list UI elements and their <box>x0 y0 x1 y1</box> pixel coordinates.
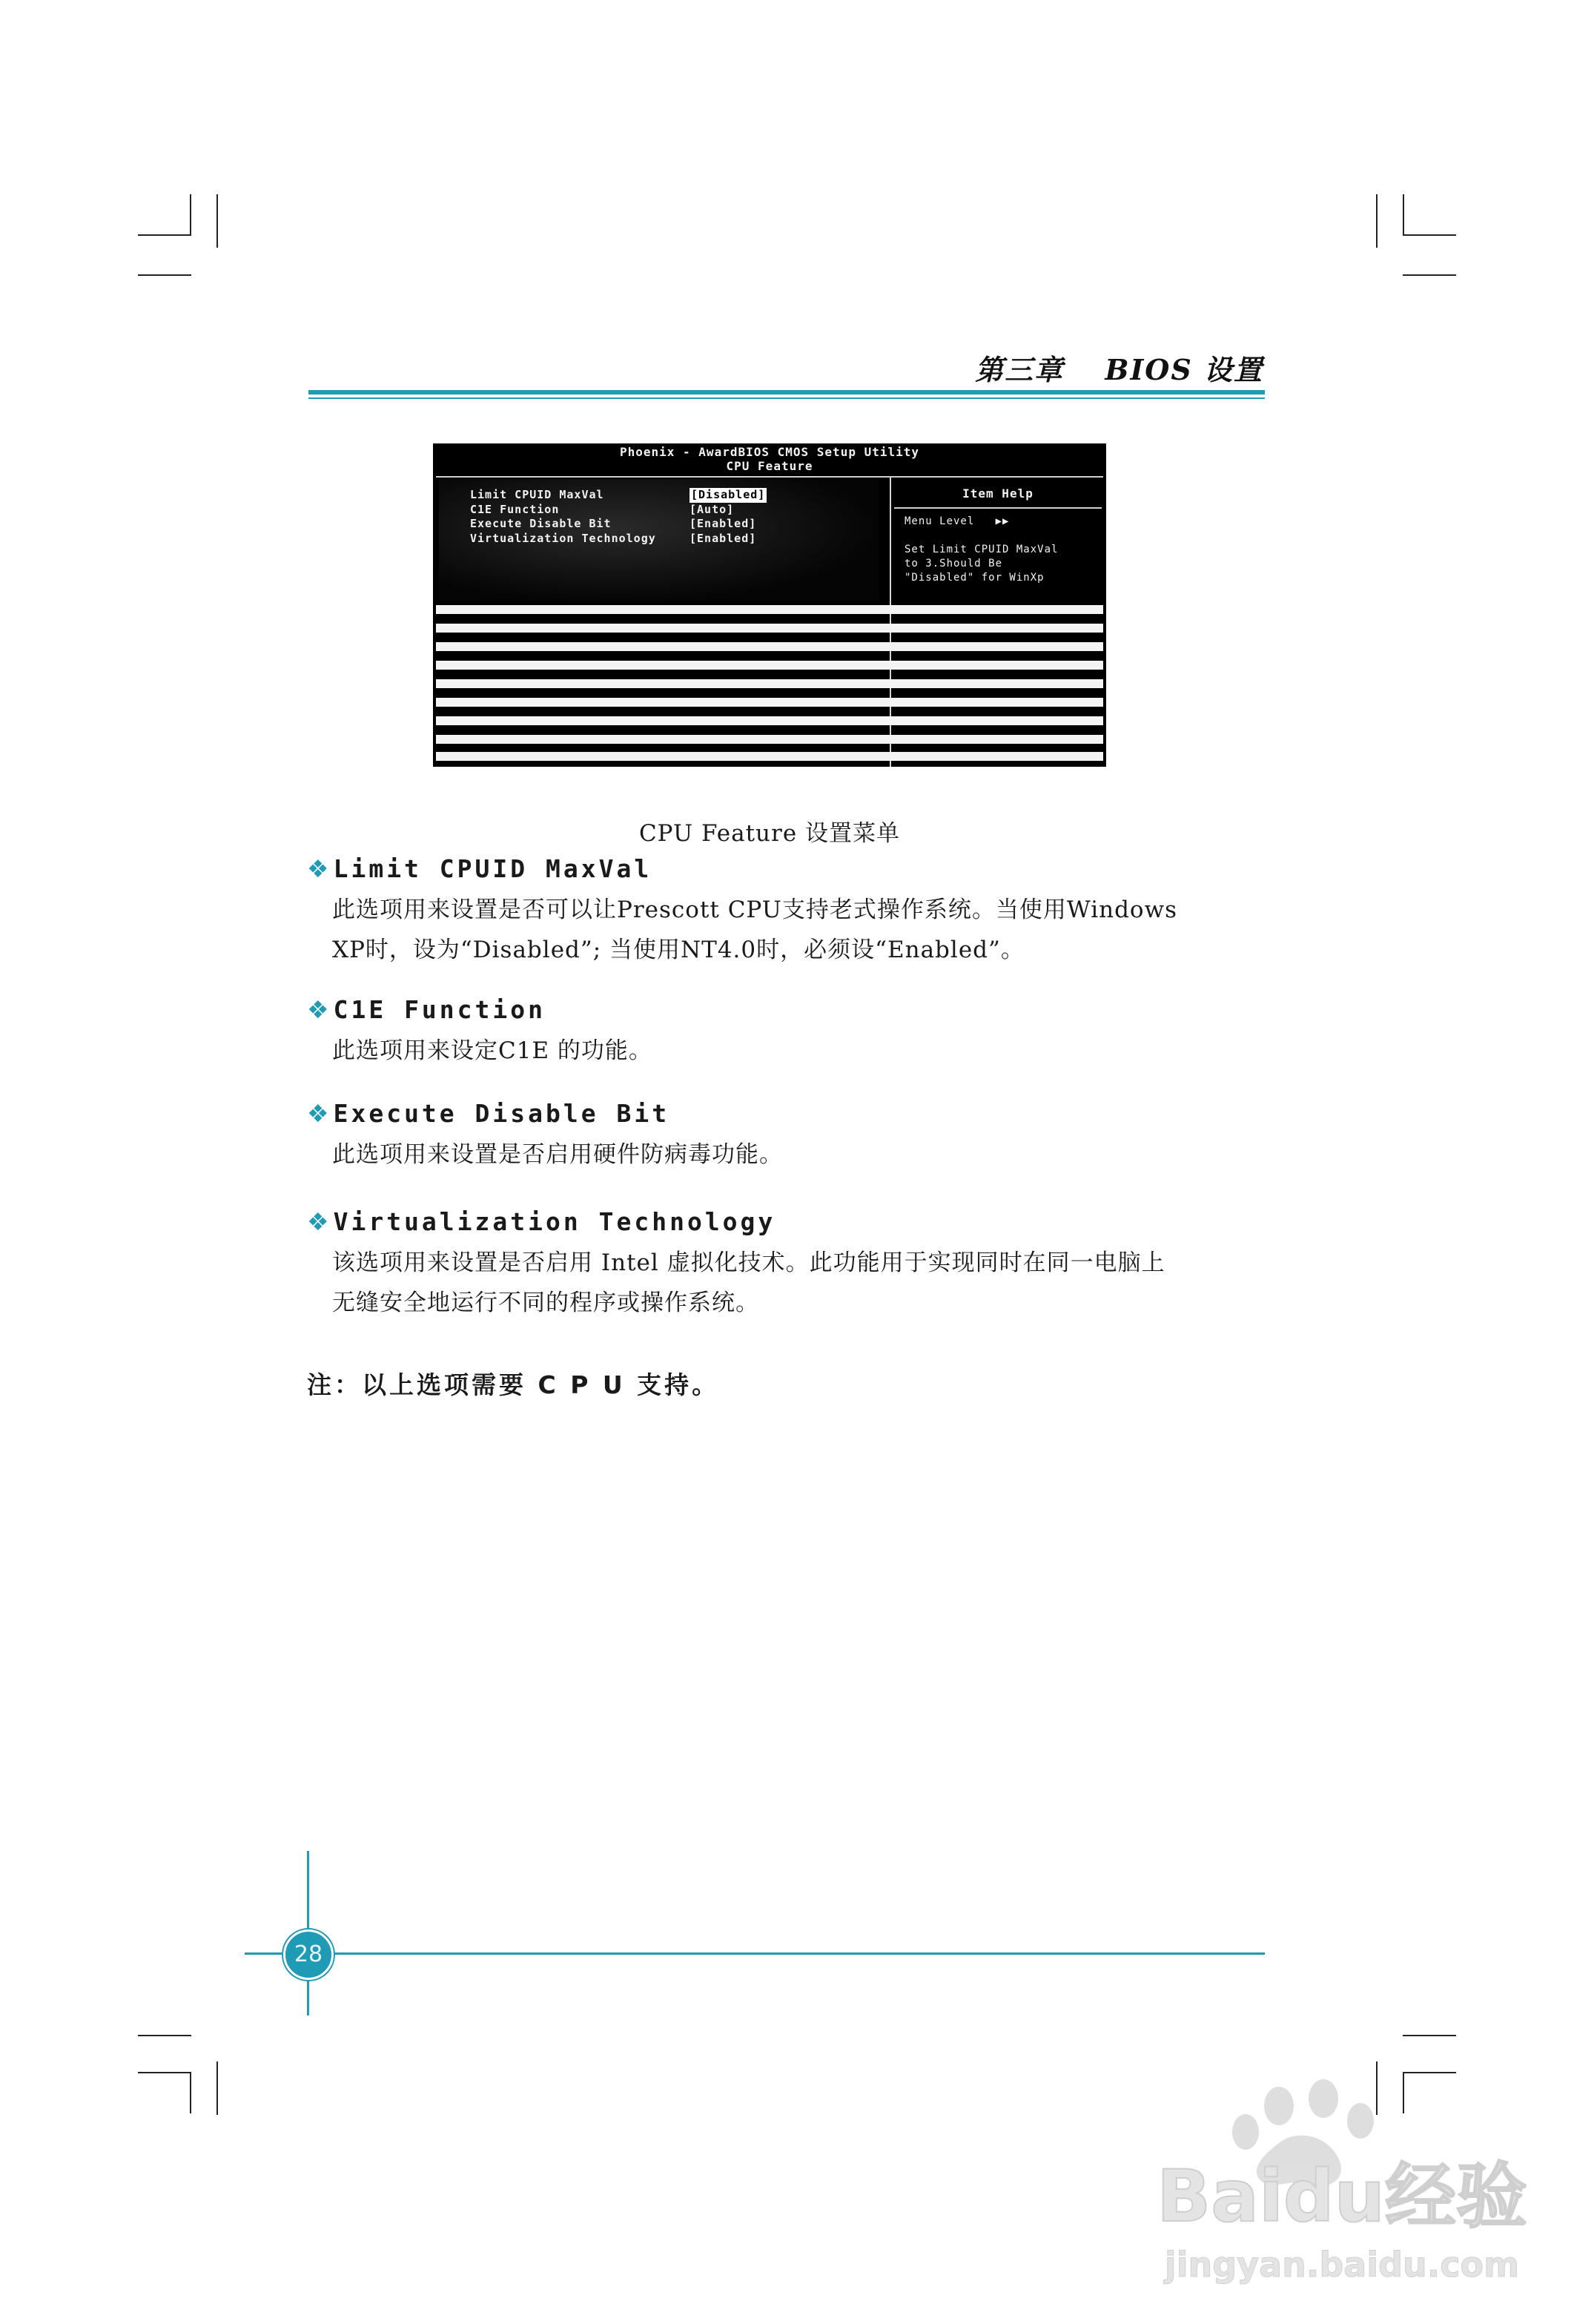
paragraph-line: 此选项用来设置是否启用硬件防病毒功能。 <box>332 1141 783 1168</box>
bios-option-value[interactable]: [Enabled] <box>689 531 757 545</box>
diamond-bullet-icon: ❖ <box>307 995 332 1024</box>
crop-mark <box>190 194 191 236</box>
paragraph-line: 无缝安全地运行不同的程序或操作系统。 <box>332 1290 759 1316</box>
section-body <box>332 1243 1271 1323</box>
bios-option-value[interactable]: [Enabled] <box>689 517 757 530</box>
crop-mark <box>216 2061 218 2115</box>
watermark-url: jingyan.baidu.com <box>1164 2245 1520 2285</box>
note-text: 注：以上选项需要 C P U 支持。 <box>307 1370 720 1399</box>
header-rule <box>308 390 1265 395</box>
bios-row-stripe <box>436 642 1103 651</box>
baidu-watermark-logo <box>1112 2061 1572 2291</box>
bios-row-stripe <box>436 624 1103 633</box>
bios-option-list <box>470 488 767 546</box>
crop-mark <box>138 2035 191 2036</box>
bios-help-title: Item Help <box>962 486 1034 501</box>
bios-help-divider <box>894 507 1102 509</box>
crop-mark <box>138 274 191 276</box>
diamond-bullet-icon: ❖ <box>307 1207 332 1236</box>
section-virtualization <box>307 1207 1271 1323</box>
section-heading <box>307 854 1271 884</box>
bios-option-limit-cpuid[interactable] <box>470 488 767 503</box>
section-heading <box>307 1099 1271 1129</box>
bios-subtitle: CPU Feature <box>726 459 813 473</box>
crop-mark <box>138 2072 191 2073</box>
bios-option-value[interactable]: [Auto] <box>689 502 735 516</box>
section-execute-disable <box>307 1099 1271 1175</box>
bios-divider <box>436 476 1103 478</box>
section-c1e <box>307 995 1271 1071</box>
bios-help-text: Set Limit CPUID MaxVal to 3.Should Be "Disabled" for WinXp <box>905 544 1059 584</box>
section-heading <box>307 995 1271 1025</box>
section-body <box>332 1031 1271 1071</box>
section-body <box>332 890 1271 970</box>
bios-option-label: Execute Disable Bit <box>470 517 612 530</box>
crop-mark <box>1403 274 1456 276</box>
footer-rule <box>245 1952 1265 1955</box>
crop-mark <box>1403 234 1456 236</box>
section-title: Execute Disable Bit <box>333 1099 670 1128</box>
crop-mark <box>138 234 191 236</box>
bios-option-value[interactable]: [Disabled] <box>691 488 766 501</box>
bios-row-stripe <box>436 735 1103 744</box>
bios-menu-level: Menu Level ▶▶ <box>905 515 1010 527</box>
crop-mark <box>1376 194 1378 248</box>
bios-option-virtualization[interactable] <box>470 532 767 547</box>
bios-option-c1e[interactable] <box>470 503 767 518</box>
section-body <box>332 1135 1271 1175</box>
crop-mark <box>190 2072 191 2113</box>
bios-title-block <box>433 445 1106 473</box>
crop-mark <box>1403 194 1404 236</box>
crop-mark <box>1403 2035 1456 2036</box>
bios-row-stripe <box>436 605 1103 614</box>
bios-row-stripe <box>436 716 1103 725</box>
section-title: Limit CPUID MaxVal <box>333 854 652 883</box>
figure-caption: CPU Feature 设置菜单 <box>638 820 901 847</box>
section-limit-cpuid <box>307 854 1271 970</box>
bios-help-panel <box>905 515 1058 585</box>
diamond-bullet-icon: ❖ <box>307 1099 332 1128</box>
diamond-bullet-icon: ❖ <box>307 854 332 883</box>
bios-option-label: Limit CPUID MaxVal <box>470 488 604 501</box>
crop-mark <box>216 194 218 248</box>
bios-screenshot <box>433 443 1106 767</box>
bios-row-stripe <box>436 752 1103 761</box>
bios-title: Phoenix - AwardBIOS CMOS Setup Utility <box>619 445 920 459</box>
paragraph-line: XP时，设为“Disabled”; 当使用NT4.0时，必须设“Enabled”。 <box>332 937 1025 963</box>
page-number: 28 <box>283 1929 334 1980</box>
watermark-brand: Baidu经验 <box>1157 2155 1527 2238</box>
paragraph-line: 此选项用来设置是否可以让Prescott CPU支持老式操作系统。当使用Windows <box>332 897 1178 923</box>
bios-option-execute-disable[interactable] <box>470 517 767 532</box>
paragraph-line: 该选项用来设置是否启用 Intel 虚拟化技术。此功能用于实现同时在同一电脑上 <box>332 1250 1165 1276</box>
section-heading <box>307 1207 1271 1237</box>
section-title: C1E Function <box>333 995 546 1024</box>
bios-row-stripe <box>436 679 1103 688</box>
bios-option-label: Virtualization Technology <box>470 531 656 545</box>
section-title: Virtualization Technology <box>333 1207 776 1236</box>
bios-empty-rows <box>436 601 1103 765</box>
bios-row-stripe <box>436 698 1103 707</box>
chapter-title: 第三章 BIOS 设置 <box>975 353 1263 386</box>
header-rule-thin <box>308 397 1265 399</box>
bios-row-stripe <box>436 661 1103 670</box>
bios-option-label: C1E Function <box>470 502 560 516</box>
paragraph-line: 此选项用来设定C1E 的功能。 <box>332 1037 652 1064</box>
